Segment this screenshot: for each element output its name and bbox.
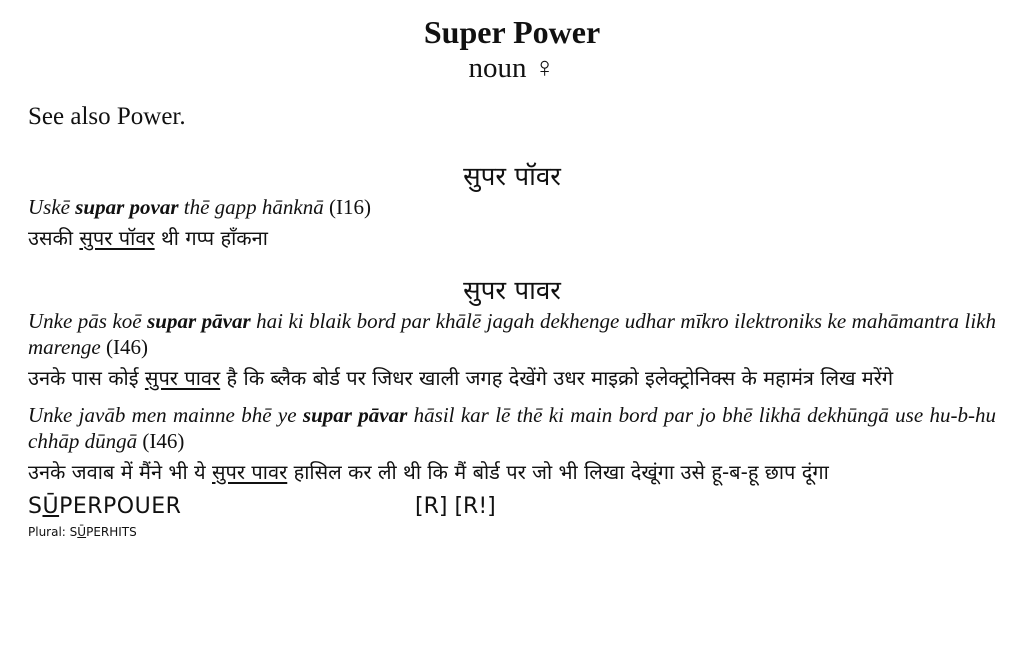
- devanagari-text: उसकी: [28, 226, 80, 250]
- plural-long-vowel: Ū: [77, 525, 87, 539]
- dictionary-entry: [28, 8, 996, 540]
- sense-heading: सुपर पॉवर: [463, 162, 561, 192]
- example-devanagari: [28, 220, 996, 256]
- example-devanagari: [28, 454, 996, 490]
- source-reference: (I46): [142, 429, 185, 453]
- entry-title: Super Power: [423, 14, 601, 50]
- devanagari-headword: सुपर पॉवर: [79, 226, 155, 250]
- source-reference: (I16): [329, 195, 371, 219]
- register-tags: [R] [R!]: [415, 494, 496, 519]
- romanized-headword: [28, 494, 181, 519]
- devanagari-text: थी गप्प हाँकना: [154, 226, 268, 250]
- translit-text: thē gapp hānknā: [178, 195, 329, 219]
- translit-text: hai ki blaik bord par khālē jagah dekhenge udhar mīkro ilektroniks ke mahāmantra likh marenge: [28, 309, 996, 359]
- translit-text: Unke pās koē: [28, 309, 148, 333]
- translit-headword: supar pāvar: [302, 403, 408, 427]
- plural-part: S: [69, 525, 78, 539]
- example-devanagari: [28, 360, 996, 396]
- devanagari-headword: सुपर पावर: [212, 460, 288, 484]
- part-of-speech: noun ♀: [468, 52, 556, 84]
- source-reference: (I46): [105, 335, 148, 359]
- devanagari-text: है कि ब्लैक बोर्ड पर जिधर खाली जगह देखेंगे उधर माइक्रो इलेक्ट्रोनिक्स के महामंत्र लिख मरेंगे: [220, 366, 894, 390]
- translit-headword: supar pāvar: [147, 309, 251, 333]
- translit-text: Unke javāb men mainne bhē ye: [28, 403, 303, 427]
- translit-text: hāsil kar lē thē ki main bord par jo bhē likhā dekhūngā use hu-b-hu chhāp dūngā: [28, 403, 996, 453]
- sense-heading: सुपर पावर: [463, 276, 561, 306]
- headword-part: PERPOUER: [59, 494, 182, 519]
- headword-long-vowel: Ū: [42, 494, 60, 519]
- devanagari-headword: सुपर पावर: [144, 366, 221, 390]
- devanagari-text: उनके पास कोई: [28, 366, 145, 390]
- headword-part: S: [28, 494, 43, 519]
- headword-row: [28, 494, 996, 524]
- devanagari-text: उनके जवाब में मैंने भी ये: [28, 460, 212, 484]
- example-transliteration: [28, 402, 996, 454]
- plural-label: Plural:: [28, 525, 70, 539]
- plural-part: PERHITS: [86, 525, 137, 539]
- translit-text: Uskē: [28, 195, 76, 219]
- example-transliteration: [28, 194, 996, 220]
- example-transliteration: [28, 308, 996, 360]
- see-also-note: See also Power.: [28, 103, 186, 130]
- plural-form: [28, 524, 996, 540]
- devanagari-text: हासिल कर ली थी कि मैं बोर्ड पर जो भी लिखा देखूंगा उसे हू-ब-हू छाप दूंगा: [287, 460, 829, 484]
- translit-headword: supar povar: [75, 195, 179, 219]
